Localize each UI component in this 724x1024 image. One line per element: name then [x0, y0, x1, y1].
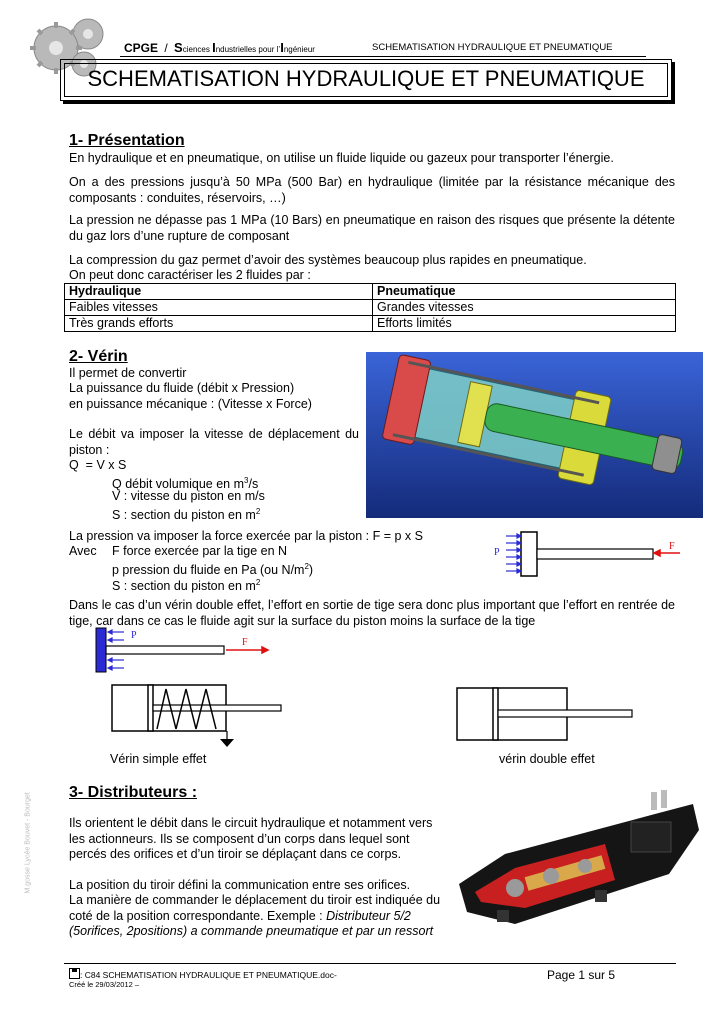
fig1-p-label: P: [494, 547, 500, 558]
f-definition: F force exercée par la tige en N: [112, 544, 288, 558]
header-right-title: SCHEMATISATION HYDRAULIQUE ET PNEUMATIQUE: [372, 42, 613, 53]
s-def-text: S : section du piston en m: [112, 508, 256, 523]
header-si-i2: I: [280, 40, 284, 55]
s-def-sup: 2: [255, 507, 261, 516]
piston-force-diagram: [488, 528, 688, 580]
avec-label: Avec: [69, 544, 97, 558]
caption-double-effect: vérin double effet: [499, 752, 595, 766]
section1-heading: 1- Présentation: [69, 132, 185, 149]
q-def-sup: 3: [244, 476, 249, 485]
s2-def-text: S : section du piston en m: [112, 579, 256, 594]
page-title: SCHEMATISATION HYDRAULIQUE ET PNEUMATIQUE: [87, 66, 645, 91]
header-rule: [120, 56, 646, 57]
debit-equation: Q = V x S: [69, 458, 127, 472]
s2-definition: [112, 575, 260, 595]
section3-text-3-plain: La manière de commander le déplacement du tiroir est indiquée du coté de la position correspondante. Exemple :: [69, 893, 441, 923]
table-cell: Faibles vitesses: [65, 300, 373, 316]
verin-line-1: Il permet de convertir: [69, 366, 187, 380]
footer-filename: : C84 SCHEMATISATION HYDRAULIQUE ET PNEUMATIQUE.doc-: [80, 970, 337, 980]
double-acting-cylinder-symbol: [455, 686, 635, 742]
section3-text-3: [69, 893, 445, 940]
verin-line-2: La puissance du fluide (débit x Pression): [69, 381, 295, 395]
header-slash: /: [164, 41, 168, 55]
section1-p2: On a des pressions jusqu’à 50 MPa (500 Bar) en hydraulique (limitée par la résistance mécanique des composants : conduites, réservoirs, …): [69, 175, 675, 205]
table-cell: Efforts limités: [373, 316, 676, 332]
double-effect-text: Dans le cas d’un vérin double effet, l’effort en sortie de tige sera donc plus important que l’effort en rentrée de tige, car dans ce cas le fluide agit sur la surface du piston moins la surface de la tige: [69, 598, 675, 628]
header-si-rest3: ngénieur: [283, 45, 315, 54]
section1-p4b: On peut donc caractériser les 2 fluides par :: [69, 268, 311, 282]
verin-line-3: en puissance mécanique : (Vitesse x Force): [69, 397, 312, 411]
section1-p4a: La compression du gaz permet d’avoir des systèmes beaucoup plus rapides en pneumatique.: [69, 253, 587, 267]
s2-def-sup: 2: [255, 578, 261, 587]
distributor-illustration: [455, 784, 705, 936]
comparison-table: [64, 283, 676, 332]
header-si-rest: ciences: [182, 45, 213, 54]
p-def-sup: 2: [304, 562, 309, 571]
single-acting-cylinder-symbol: [110, 683, 290, 751]
title-box: [60, 59, 672, 101]
fig2-p-label: P: [131, 630, 137, 641]
table-cell: Grandes vitesses: [373, 300, 676, 316]
fig1-f-label: F: [669, 541, 675, 552]
verin-line-4: Le débit va imposer la vitesse de déplacement du piston :: [69, 427, 359, 457]
q-def-text: Q débit volumique en m: [112, 477, 245, 492]
footer-page-number: Page 1 sur 5: [547, 968, 616, 982]
table-row: [65, 316, 676, 332]
fig2-f-label: F: [242, 637, 248, 648]
q-def-unit: /s: [248, 477, 259, 492]
floppy-icon: [69, 968, 80, 979]
footer-left: [69, 968, 337, 980]
header-si-s: S: [174, 40, 183, 55]
v-definition: V : vitesse du piston en m/s: [112, 489, 265, 503]
section3-text-3-italic: Distributeur 5/2 (5orifices, 2positions) a commande pneumatique et par un ressort: [69, 908, 434, 938]
s-definition: [112, 504, 260, 524]
sidebar-vertical-text: M.gosse Lycée Bouvet - Bourget: [24, 792, 32, 894]
rod-side-force-diagram: [94, 624, 274, 676]
header-si-rest2: ndustrielles pour l’: [215, 45, 281, 54]
table-header-row: [65, 284, 676, 300]
table-cell: Très grands efforts: [65, 316, 373, 332]
caption-simple-effect: Vérin simple effet: [110, 752, 207, 766]
cylinder-illustration: [366, 352, 703, 518]
p-def-text: p pression du fluide en Pa (ou N/m: [112, 563, 305, 578]
section3-heading: 3- Distributeurs :: [69, 784, 198, 801]
footer-created: Créé le 29/03/2012 –: [69, 980, 140, 989]
section3-text-2: La position du tiroir défini la communication entre ses orifices.: [69, 878, 411, 892]
section1-p3: La pression ne dépasse pas 1 MPa (10 Bars) en pneumatique en raison des risques que présente la détente du gaz lors d’une rupture de composant: [69, 213, 675, 243]
section2-heading: 2- Vérin: [69, 348, 128, 365]
header-left: [124, 40, 315, 55]
section1-p1: En hydraulique et en pneumatique, on utilise un fluide liquide ou gazeux pour transporter l’énergie.: [69, 151, 614, 165]
table-header-cell: Hydraulique: [65, 284, 373, 300]
header-si-i: I: [212, 40, 216, 55]
footer-rule: [64, 963, 676, 964]
pressure-line: La pression va imposer la force exercée par la piston : F = p x S: [69, 529, 423, 543]
section3-text-1: Ils orientent le débit dans le circuit hydraulique et notamment vers les actionneurs. Ils se composent d’un corps dans lequel sont percés des orifices et d’un tiroir se déplaçant dans ce corps.: [69, 816, 433, 861]
header-cpge: CPGE: [124, 41, 159, 55]
p-def-end: ): [308, 563, 314, 578]
table-row: [65, 300, 676, 316]
table-header-cell: Pneumatique: [373, 284, 676, 300]
